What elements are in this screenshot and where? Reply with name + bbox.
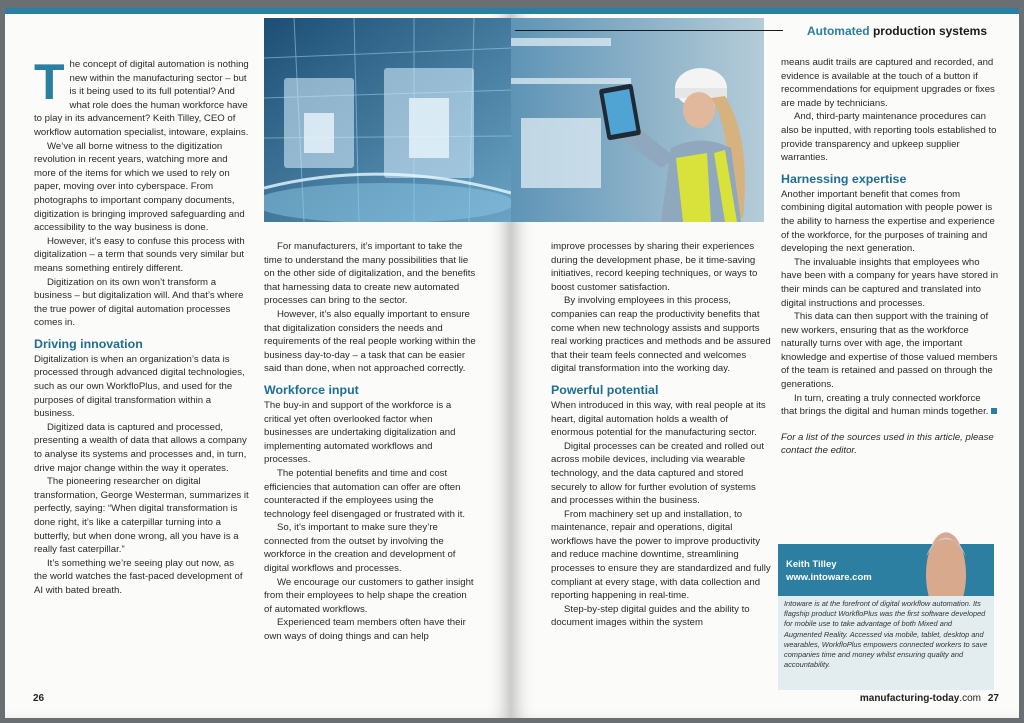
body-paragraph: Step-by-step digital guides and the ability to document images within the system	[551, 603, 750, 629]
right-page	[511, 8, 1019, 718]
body-paragraph: However, it’s also equally important to ensure that digitalization considers the needs and requirements of the real people working within the business day-to-day – a task that can be easier said than done, when not approached correctly.	[264, 308, 476, 375]
header-rule	[515, 30, 783, 31]
left-page	[5, 8, 511, 718]
body-paragraph: Digital processes can be created and rolled out across mobile devices, including via wearable technology, and the data captured and stored securely to allow for further evolution of systems and processes within the business.	[551, 440, 764, 507]
author-bio-header	[778, 544, 994, 596]
intro-paragraph: The concept of digital automation is nothing new within the manufacturing sector – but is it being used to its full potential? And what role does the human workforce have to play in its advancement? Keith Tilley, CEO of workflow automation specialist, intoware, explains.	[34, 54, 249, 138]
section-header: Automated production systems	[806, 24, 987, 38]
body-paragraph: The pioneering researcher on digital transformation, George Westerman, summarizes it perfectly, saying: “When digital transformation is done right, it’s like a caterpillar turning into a butterfly, but when done wrong, all you have is a really fast caterpillar.”	[34, 476, 249, 556]
factory-photo-left	[264, 18, 511, 222]
top-accent-bar	[511, 8, 1019, 14]
magazine-spread	[5, 8, 1019, 718]
column-4	[781, 56, 999, 458]
column-2	[264, 240, 476, 644]
body-paragraph: Experienced team members often have their own ways of doing things and can help	[264, 617, 466, 643]
column-3	[551, 240, 773, 630]
footer-website: manufacturing-today.com	[859, 693, 981, 704]
subheading: Powerful potential	[551, 382, 659, 397]
top-accent-bar	[5, 8, 511, 14]
column-1	[34, 54, 249, 598]
subheading: Harnessing expertise	[781, 171, 907, 186]
body-paragraph: means audit trails are captured and recorded, and evidence is available at the touch of a button if recommendations for equipment upgrades or fixes are made by technicians.	[781, 57, 995, 109]
body-paragraph: It’s something we’re seeing play out now, as the world watches the fast-paced development of AI with bated breath.	[34, 557, 243, 596]
body-paragraph: This data can then support with the training of new workers, ensuring that as the workforce naturally turns over with age, the important knowledge and expertise of those valued members of the team is retained and passed on through the generations.	[781, 311, 998, 391]
subheading: Workforce input	[264, 382, 359, 397]
body-paragraph: When introduced in this way, with real people at its heart, digital automation holds a wealth of enormous potential for the manufacturing sector.	[551, 399, 766, 439]
author-bio-text: Intoware is at the forefront of digital workflow automation. Its flagship product WorkfloPlus was the first software developed for mobile use to take advantage of both Mixed and Augmented Reality. Accessed via mobile, tablet, desktop and wearables, WorkfloPlus empowers connected workers to save companies time and money whilst ensuring quality and accountability.	[778, 596, 994, 690]
body-paragraph: From machinery set up and installation, to maintenance, repair and operations, digital workflows have the power to improve productivity and reduce machine downtime, streamlining processes to ensure they are standardized and fully compliant at every stage, with data collection and reporting happening in real-time.	[551, 508, 771, 602]
author-name: Keith Tilley	[786, 559, 837, 570]
page-number-left: 26	[33, 693, 45, 704]
body-paragraph: We’ve all borne witness to the digitization revolution in recent years, watching more and more of the items for which we used to rely on paper, moving over into cyberspace. From photographs to important company documents, digitization is bringing improved safeguarding and accessibility to the way business is done.	[34, 140, 245, 234]
body-paragraph: So, it’s important to make sure they’re connected from the outset by involving the workforce in the creation and development of digital workflows and processes.	[264, 522, 456, 575]
body-paragraph: Digitization on its own won’t transform a business – but digitalization will. And that’s where the true power of digital automation processes comes in.	[34, 276, 244, 329]
body-paragraph: We encourage our customers to gather insight from their employees to help shape the creation of automated workflows.	[264, 576, 474, 615]
page-number-right: 27	[987, 693, 999, 704]
engineer-photo-right	[511, 18, 764, 222]
end-mark-icon	[991, 408, 997, 414]
body-paragraph: By involving employees in this process, companies can reap the productivity benefits that come when new technology assists and supports real working practices and methods and be assured that their team feels connected and welcomes digital transformation into the working day.	[551, 295, 771, 375]
body-paragraph: In turn, creating a truly connected workforce that brings the digital and human minds together.	[781, 392, 999, 419]
body-paragraph: The invaluable insights that employees who have been with a company for years have stored in their minds can be captured and translated into digital instructions and processes.	[781, 256, 999, 309]
body-paragraph: The potential benefits and time and cost efficiencies that automation can offer are often counteracted if the employees using the technology feel disengaged or frustrated with it.	[264, 467, 466, 520]
body-paragraph: improve processes by sharing their experiences during the development phase, be it time-saving initiatives, record keeping techniques, or ways to boost customer satisfaction.	[551, 241, 758, 293]
body-paragraph: For manufacturers, it’s important to take the time to understand the many possibilities that lie on the other side of digitalization, and the benefits that harnessing data to create new automated processes can bring to the sector.	[264, 241, 476, 307]
body-paragraph: However, it’s easy to confuse this process with digitalization – a term that sounds very similar but means something entirely different.	[34, 235, 245, 274]
sources-note: For a list of the sources used in this article, please contact the editor.	[781, 431, 994, 457]
subheading: Driving innovation	[34, 336, 143, 351]
body-paragraph: And, third-party maintenance procedures can also be inputted, with reporting tools established to provide transparency and upkeep supplier warranties.	[781, 111, 997, 164]
dropcap-letter: T	[34, 54, 65, 110]
author-url: www.intoware.com	[786, 572, 872, 583]
author-portrait	[894, 504, 994, 596]
body-paragraph: Digitalization is when an organization’s data is processed through advanced digital technologies, such as our own WorkfloPlus, and used for the purposes of digital transformation within a business.	[34, 353, 245, 420]
body-paragraph: The buy-in and support of the workforce is a critical yet often overlooked factor when businesses are undertaking digitalization and implementing automated workflows and processes.	[264, 399, 456, 466]
body-paragraph: Another important benefit that comes from combining digital automation with people power is the ability to harness the expertise and experience of the workforce, for the purposes of training and developing the next generation.	[781, 188, 995, 255]
body-paragraph: Digitized data is captured and processed, presenting a wealth of data that allows a company to analyse its systems and processes and, in turn, drive major change within the way it operates.	[34, 421, 247, 474]
